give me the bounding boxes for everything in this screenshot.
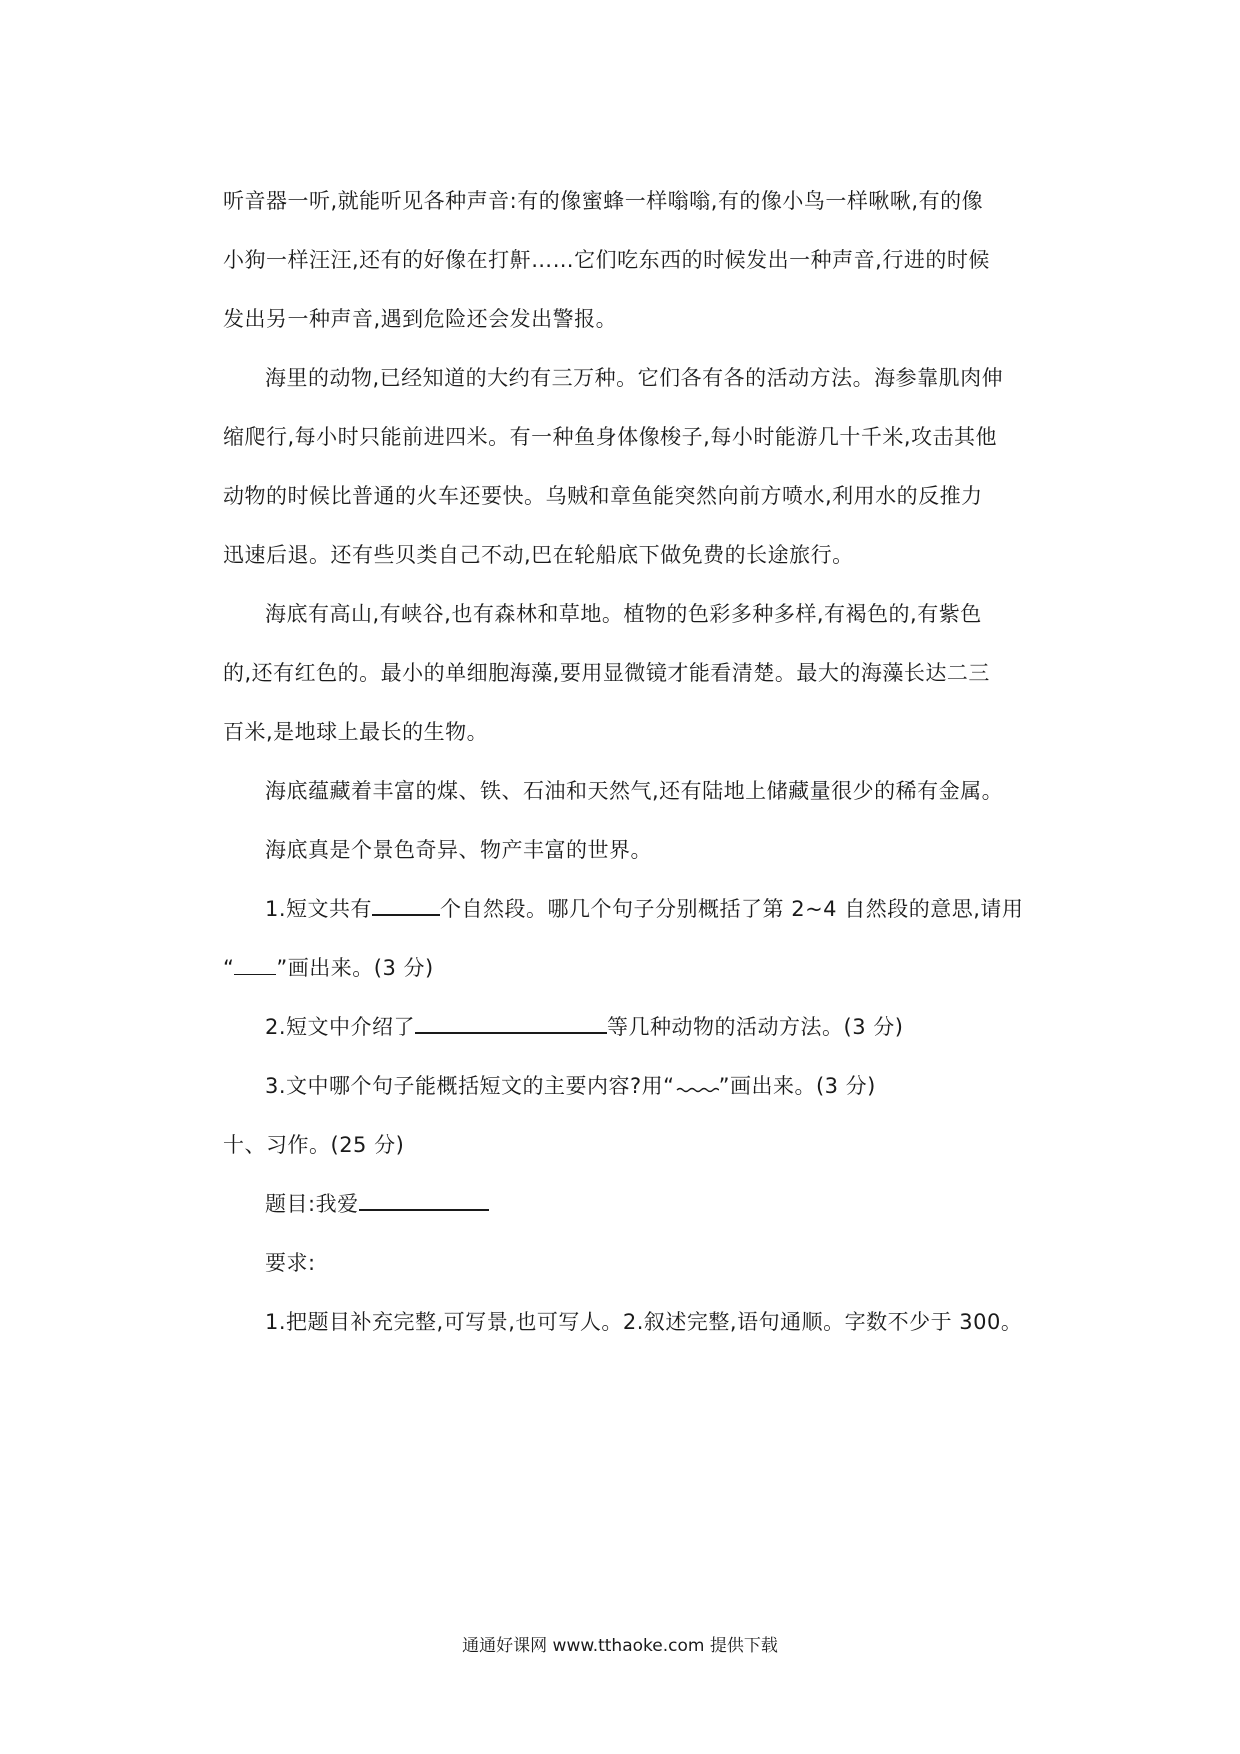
requirements-label: 要求: — [265, 1251, 316, 1275]
wavy-underline-mark — [675, 1073, 719, 1093]
passage-line-1: 听音器一听,就能听见各种声音:有的像蜜蜂一样嗡嗡,有的像小鸟一样啾啾,有的像 — [223, 189, 984, 213]
passage-line-11: 海底蕴藏着丰富的煤、铁、石油和天然气,还有陆地上储藏量很少的稀有金属。 — [265, 779, 1004, 803]
passage-line-7: 迅速后退。还有些贝类自己不动,巴在轮船底下做免费的长途旅行。 — [223, 543, 854, 567]
passage-line-5: 缩爬行,每小时只能前进四米。有一种鱼身体像梭子,每小时能游几十千米,攻击其他 — [223, 425, 998, 449]
question-1 — [265, 894, 1023, 924]
question-2-text-b: 等几种动物的活动方法。(3 分) — [607, 1015, 904, 1039]
passage-line-10: 百米,是地球上最长的生物。 — [223, 720, 489, 744]
requirements-text: 1.把题目补充完整,可写景,也可写人。2.叙述完整,语句通顺。字数不少于 300。 — [265, 1310, 1023, 1334]
answer-blank-paragraph-count[interactable] — [372, 894, 440, 916]
question-1-text-b: 个自然段。哪几个句子分别概括了第 2~4 自然段的意思,请用 — [440, 897, 1024, 921]
passage-line-3: 发出另一种声音,遇到危险还会发出警报。 — [223, 307, 618, 331]
question-2-text-a: 2.短文中介绍了 — [265, 1015, 416, 1039]
question-1-quote-open: “ — [223, 956, 235, 980]
answer-blank-animals[interactable] — [415, 1012, 607, 1034]
writing-title-label: 题目:我爱 — [265, 1192, 359, 1216]
passage-line-12: 海底真是个景色奇异、物产丰富的世界。 — [265, 838, 652, 862]
passage-line-4: 海里的动物,已经知道的大约有三万种。它们各有各的活动方法。海参靠肌肉伸 — [265, 366, 1004, 390]
question-1-continued — [223, 953, 434, 983]
writing-heading: 十、习作。(25 分) — [223, 1133, 405, 1157]
question-1-text-c: ”画出来。(3 分) — [276, 956, 434, 980]
passage-line-8: 海底有高山,有峡谷,也有森林和草地。植物的色彩多种多样,有褐色的,有紫色 — [265, 602, 982, 626]
passage-line-2: 小狗一样汪汪,还有的好像在打鼾……它们吃东西的时候发出一种声音,行进的时候 — [223, 248, 990, 272]
question-3-text-b: ”画出来。(3 分) — [718, 1074, 876, 1098]
question-2 — [265, 1012, 903, 1042]
passage-line-6: 动物的时候比普通的火车还要快。乌贼和章鱼能突然向前方喷水,利用水的反推力 — [223, 484, 983, 508]
writing-title — [265, 1189, 489, 1219]
answer-blank-title[interactable] — [359, 1189, 489, 1211]
straight-underline-mark — [234, 954, 276, 975]
question-3-text-a: 3.文中哪个句子能概括短文的主要内容?用“ — [265, 1074, 675, 1098]
question-1-text-a: 1.短文共有 — [265, 897, 373, 921]
question-3 — [265, 1071, 876, 1101]
footer-credit: 通通好课网 www.tthaoke.com 提供下载 — [462, 1636, 778, 1656]
passage-line-9: 的,还有红色的。最小的单细胞海藻,要用显微镜才能看清楚。最大的海藻长达二三 — [223, 661, 990, 685]
